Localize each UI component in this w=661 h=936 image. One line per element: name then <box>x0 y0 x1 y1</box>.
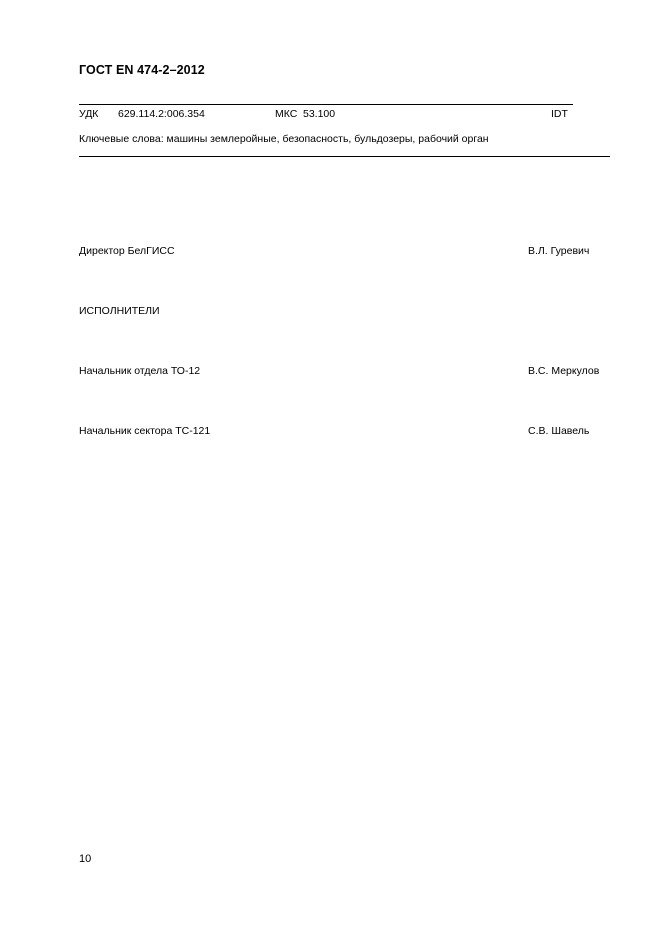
director-title: Директор БелГИСС <box>79 245 175 257</box>
executors-heading: ИСПОЛНИТЕЛИ <box>79 305 160 317</box>
mks-value: 53.100 <box>303 108 336 120</box>
sector-head-title: Начальник сектора ТС-121 <box>79 425 211 437</box>
sector-head-name: С.В. Шавель <box>528 425 590 437</box>
idt-marker: IDT <box>551 108 568 120</box>
standard-title: ГОСТ EN 474-2–2012 <box>79 63 205 77</box>
top-divider <box>79 104 573 105</box>
dept-head-title: Начальник отдела ТО-12 <box>79 365 201 377</box>
dept-head-name: В.С. Меркулов <box>528 365 600 377</box>
udk-label: УДК <box>79 108 99 120</box>
bottom-divider <box>79 156 610 157</box>
page-number: 10 <box>79 853 92 865</box>
mks-label: МКС <box>275 108 298 120</box>
keywords-line: Ключевые слова: машины землеройные, безопасность, бульдозеры, рабочий орган <box>79 133 489 145</box>
director-name: В.Л. Гуревич <box>528 245 590 257</box>
udk-value: 629.114.2:006.354 <box>118 108 205 120</box>
